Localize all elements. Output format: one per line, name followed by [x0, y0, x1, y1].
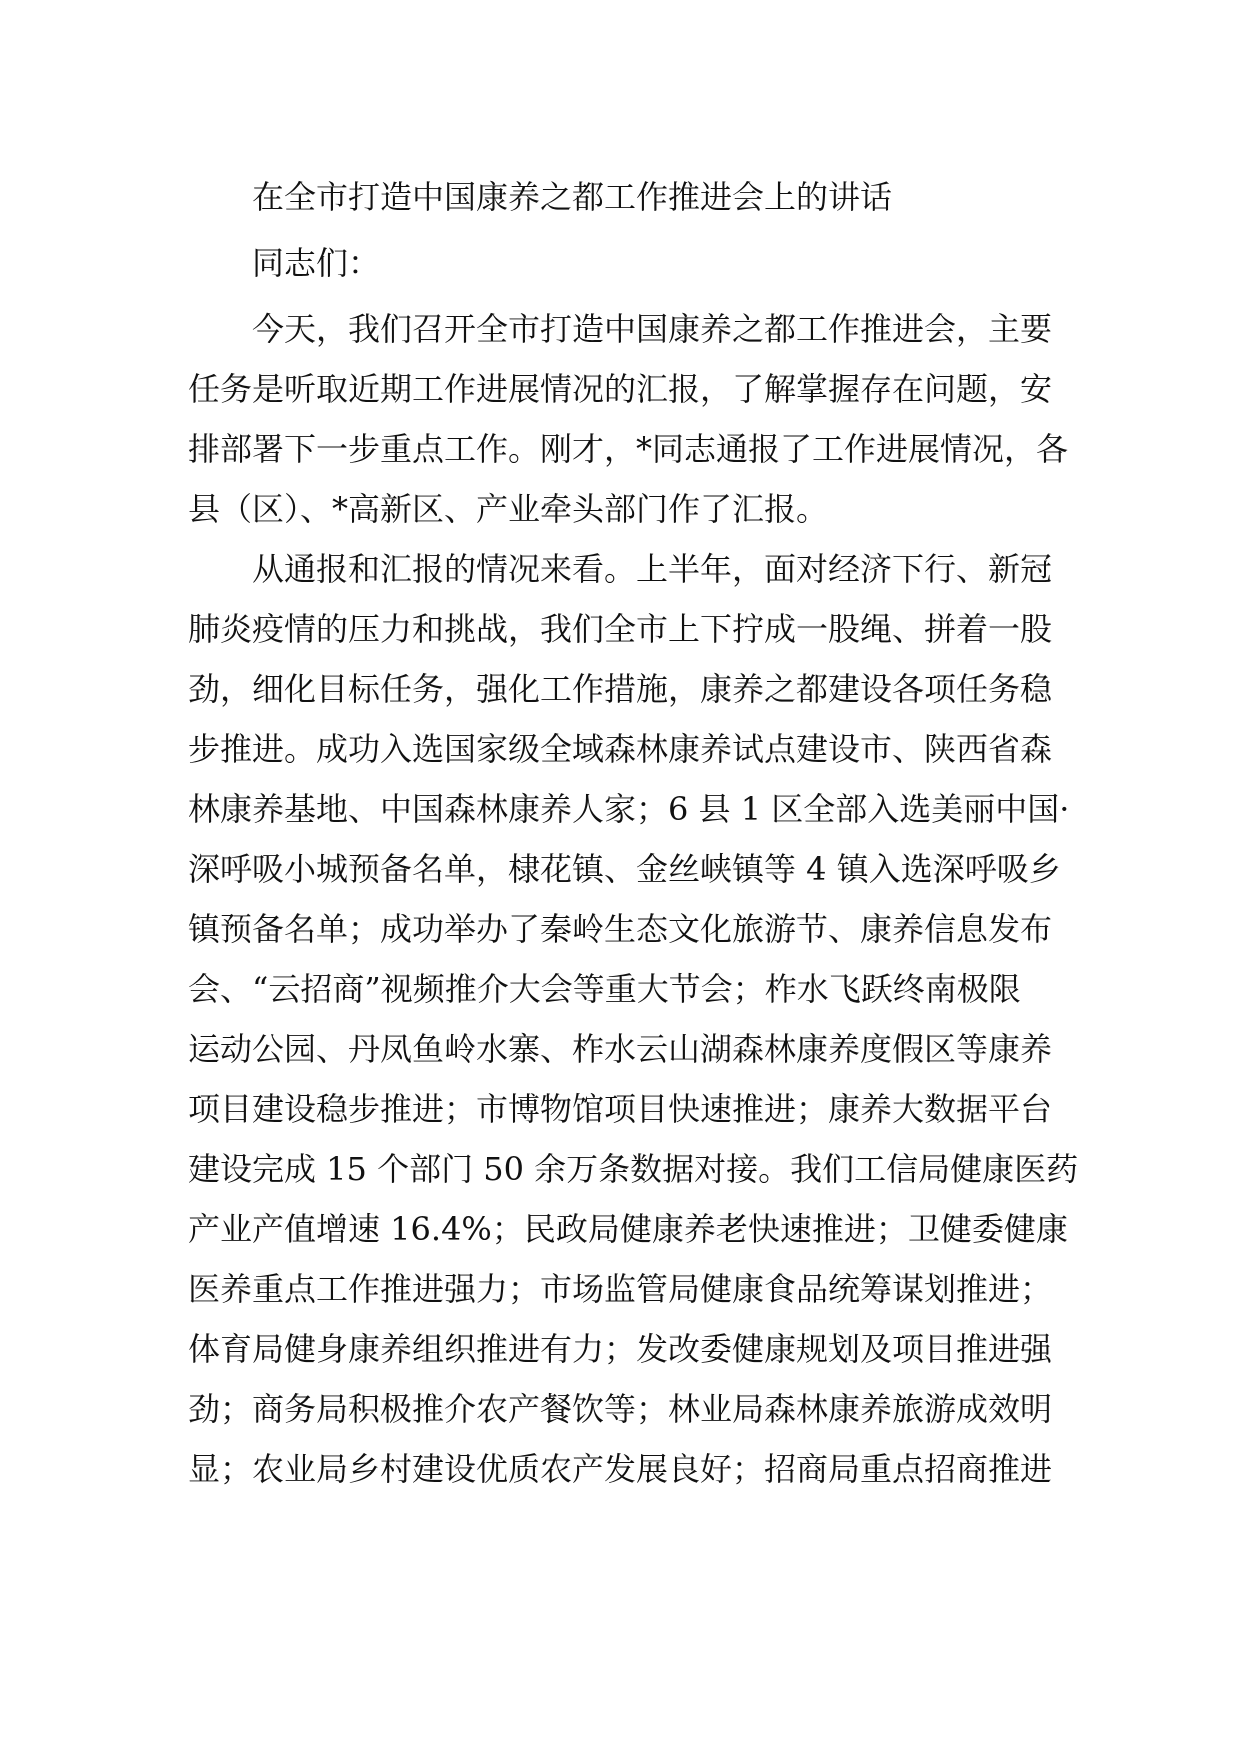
body-line: 肺炎疫情的压力和挑战，我们全市上下拧成一股绳、拼着一股 [188, 610, 1053, 648]
body-line: 显；农业局乡村建设优质农产发展良好；招商局重点招商推进 [188, 1450, 1053, 1488]
body-line: 建设完成 15 个部门 50 余万条数据对接。我们工信局健康医药 [188, 1150, 1079, 1188]
body-line: 排部署下一步重点工作。刚才，*同志通报了工作进展情况，各 [188, 430, 1069, 468]
body-line: 林康养基地、中国森林康养人家；6 县 1 区全部入选美丽中国· [188, 790, 1070, 828]
body-line: 任务是听取近期工作进展情况的汇报，了解掌握存在问题，安 [188, 370, 1053, 408]
body-line: 运动公园、丹凤鱼岭水寨、柞水云山湖森林康养度假区等康养 [188, 1030, 1053, 1068]
body-line: 会、“云招商”视频推介大会等重大节会；柞水飞跃终南极限 [188, 970, 1021, 1008]
body-line: 步推进。成功入选国家级全域森林康养试点建设市、陕西省森 [188, 730, 1053, 768]
body-line: 劲，细化目标任务，强化工作措施，康养之都建设各项任务稳 [188, 670, 1053, 708]
body-line: 镇预备名单；成功举办了秦岭生态文化旅游节、康养信息发布 [188, 910, 1053, 948]
body-line: 劲；商务局积极推介农产餐饮等；林业局森林康养旅游成效明 [188, 1390, 1053, 1428]
body-line: 产业产值增速 16.4%；民政局健康养老快速推进；卫健委健康 [188, 1210, 1068, 1248]
salutation: 同志们： [252, 244, 381, 282]
document-title: 在全市打造中国康养之都工作推进会上的讲话 [252, 178, 893, 216]
body-line: 项目建设稳步推进；市博物馆项目快速推进；康养大数据平台 [188, 1090, 1053, 1128]
body-line: 医养重点工作推进强力；市场监管局健康食品统筹谋划推进； [188, 1270, 1053, 1308]
body-line: 深呼吸小城预备名单，棣花镇、金丝峡镇等 4 镇入选深呼吸乡 [188, 850, 1061, 888]
body-line: 今天，我们召开全市打造中国康养之都工作推进会，主要 [252, 310, 1053, 348]
body-line: 从通报和汇报的情况来看。上半年，面对经济下行、新冠 [252, 550, 1053, 588]
body-line: 体育局健身康养组织推进有力；发改委健康规划及项目推进强 [188, 1330, 1053, 1368]
body-line: 县（区）、*高新区、产业牵头部门作了汇报。 [188, 490, 829, 528]
